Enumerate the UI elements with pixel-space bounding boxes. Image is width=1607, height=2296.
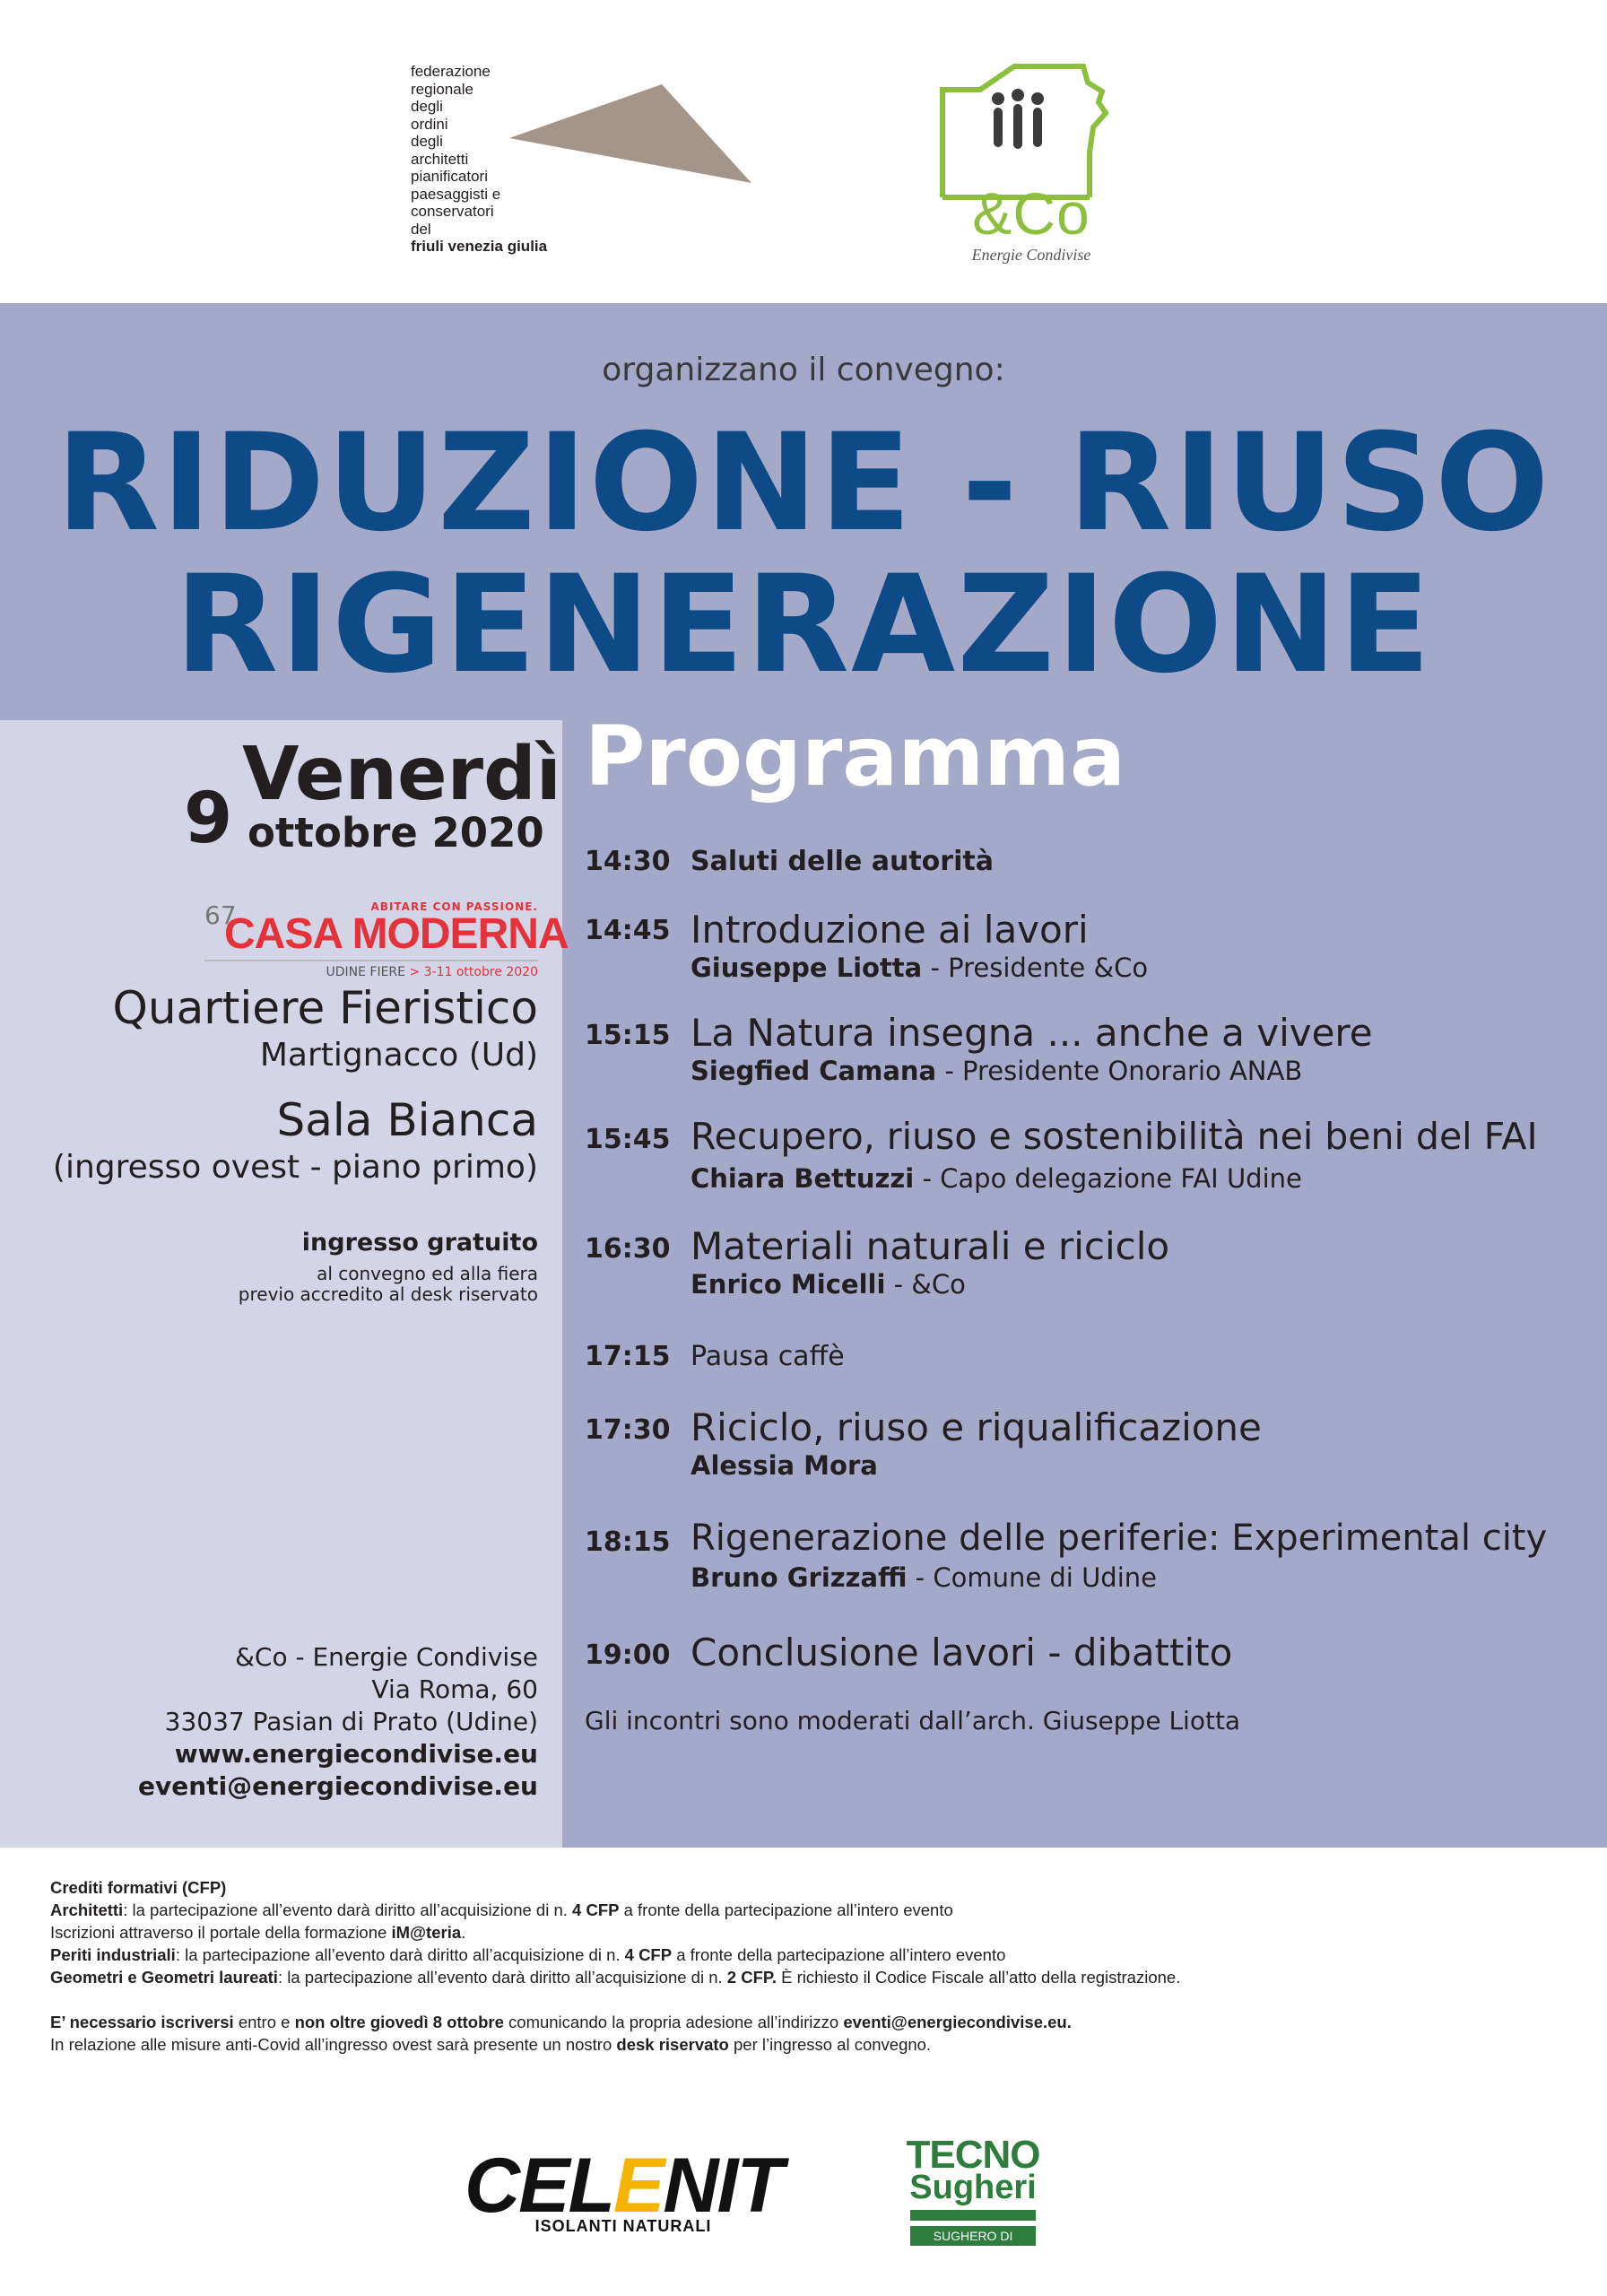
item-time: 14:30: [585, 846, 671, 877]
credits-registration: [50, 2011, 1180, 2033]
item-time: 15:15: [585, 1020, 671, 1051]
credits-periti-label: Periti industriali: [50, 1945, 176, 1964]
tecno-line-1: TECNO: [906, 2133, 1040, 2177]
federazione-shape-icon: [509, 84, 751, 183]
celenit-part-3: NIT: [663, 2143, 782, 2229]
speaker-name: Bruno Grizzaffi: [691, 1562, 908, 1593]
credits-iscrizioni: [50, 1921, 1180, 1944]
item-time: 17:15: [585, 1341, 671, 1372]
credits-arch-text-end: a fronte della partecipazione all’intero evento: [619, 1900, 953, 1919]
event-town: Martignacco (Ud): [259, 1037, 538, 1074]
credits-geom-text: : la partecipazione all’evento darà diritto all’acquisizione di n.: [277, 1968, 727, 1987]
casa-name: CASA MODERNA: [224, 910, 569, 958]
item-time: 14:45: [585, 915, 671, 946]
event-entry-note-1: al convegno ed alla fiera: [317, 1263, 538, 1284]
casa-venue: [326, 965, 538, 979]
credits-heading: Crediti formativi (CFP): [50, 1878, 227, 1897]
credits-reg-bold: E’ necessario iscriversi: [50, 2013, 234, 2031]
item-title: Saluti delle autorità: [691, 846, 994, 877]
credits-arch-cfp: 4 CFP: [572, 1900, 620, 1919]
fed-line: ordini: [411, 115, 448, 133]
casa-moderna-logo: [204, 897, 569, 987]
speaker-role: - Presidente Onorario ANAB: [936, 1056, 1303, 1086]
credits-portal: iM@teria: [391, 1923, 462, 1942]
fed-line: degli: [411, 98, 443, 115]
credits-reg-deadline: non oltre giovedì 8 ottobre: [294, 2013, 504, 2031]
address-website-link[interactable]: www.energiecondivise.eu: [174, 1739, 538, 1769]
speaker-name: Giuseppe Liotta: [691, 952, 923, 983]
casa-edition: 67: [204, 900, 237, 930]
speaker-name: Siegfied Camana: [691, 1056, 937, 1086]
item-speaker: [691, 952, 1148, 983]
casa-dates: > 3-11 ottobre 2020: [409, 965, 538, 979]
federazione-logo: [411, 63, 751, 260]
speaker-role: - Presidente &Co: [922, 952, 1149, 983]
fed-line: conservatori: [411, 203, 494, 220]
item-time: 17:30: [585, 1414, 671, 1446]
speaker-role: - Comune di Udine: [907, 1562, 1157, 1593]
andco-subtitle: Energie Condivise: [971, 246, 1091, 264]
credits-periti: [50, 1944, 1180, 1966]
item-speaker: [691, 1163, 1302, 1194]
event-day: 9: [184, 778, 233, 859]
item-time: 18:15: [585, 1526, 671, 1558]
celenit-part-1: CEL: [465, 2143, 614, 2229]
moderator-note: Gli incontri sono moderati dall’arch. Giuseppe Liotta: [585, 1706, 1241, 1735]
event-place: Quartiere Fieristico: [112, 982, 538, 1034]
item-title: Riciclo, riuso e riqualificazione: [691, 1405, 1262, 1449]
fed-line: federazione: [411, 63, 491, 80]
organizer-address: [138, 1641, 538, 1803]
credits-reg-text: entro e: [233, 2013, 295, 2031]
credits-covid-text-end: per l’ingresso al convegno.: [728, 2035, 932, 2054]
credits-periti-cfp: 4 CFP: [624, 1945, 673, 1964]
credits-reg-email-link[interactable]: eventi@energiecondivise.eu.: [843, 2013, 1072, 2031]
credits-reg-text-2: comunicando la propria adesione all’indirizzo: [503, 2013, 844, 2031]
speaker-name: Enrico Micelli: [691, 1269, 886, 1300]
casa-venue-label: UDINE FIERE: [326, 965, 405, 979]
address-street: Via Roma, 60: [371, 1674, 538, 1704]
item-title: Rigenerazione delle periferie: Experimental city: [691, 1518, 1548, 1559]
item-time: 16:30: [585, 1233, 671, 1265]
event-room: Sala Bianca: [276, 1094, 538, 1146]
title-line-2: RIGENERAZIONE: [174, 547, 1433, 703]
andco-name: &Co: [972, 180, 1090, 247]
item-title: Conclusione lavori - dibattito: [691, 1631, 1233, 1674]
credits-covid-desk: desk riservato: [616, 2035, 729, 2054]
andco-logo: [928, 63, 1134, 274]
tecnosugheri-logo: [906, 2133, 1040, 2263]
tecno-line-2: Sugheri: [909, 2169, 1037, 2206]
credits-architetti: [50, 1899, 1180, 1921]
speaker-role: - &Co: [885, 1269, 966, 1300]
event-entry-note-2: previo accredito al desk riservato: [238, 1283, 538, 1305]
credits-iscr-end: .: [461, 1923, 466, 1942]
item-title: Pausa caffè: [691, 1341, 845, 1372]
title-line-1: RIDUZIONE - RIUSO: [56, 405, 1551, 561]
item-time: 15:45: [585, 1124, 671, 1155]
fed-line: degli: [411, 133, 443, 150]
fed-line: architetti: [411, 150, 469, 168]
credits-periti-text-end: a fronte della partecipazione all’intero evento: [672, 1945, 1006, 1964]
item-speaker: [691, 1562, 1157, 1593]
credits-arch-text: : la partecipazione all’evento darà diritto all’acquisizione di n.: [123, 1900, 573, 1919]
credits-geom-label: Geometri e Geometri laureati: [50, 1968, 278, 1987]
fed-line: regionale: [411, 80, 473, 98]
credits-iscr-text: Iscrizioni attraverso il portale della formazione: [50, 1923, 392, 1942]
programme-heading: Programma: [585, 709, 1126, 804]
event-month-year: ottobre 2020: [248, 809, 544, 857]
fed-line: pianificatori: [411, 168, 488, 185]
item-title: Materiali naturali e riciclo: [691, 1224, 1170, 1268]
credits-geom-text-end: È richiesto il Codice Fiscale all’atto della registrazione.: [776, 1968, 1181, 1987]
fed-line: del: [411, 220, 431, 238]
item-title: Recupero, riuso e sostenibilità nei beni del FAI: [691, 1115, 1538, 1158]
credits-geom-cfp: 2 CFP.: [726, 1968, 777, 1987]
event-weekday: Venerdì: [242, 732, 561, 817]
speaker-name: Chiara Bettuzzi: [691, 1163, 915, 1194]
celenit-logo: [435, 2142, 812, 2240]
item-speaker: [691, 1450, 878, 1481]
item-speaker: [691, 1269, 966, 1300]
tecno-bar: [910, 2210, 1036, 2221]
casa-tagline: ABITARE CON PASSIONE.: [370, 900, 538, 913]
speaker-name: Alessia Mora: [691, 1450, 878, 1481]
credits-covid-text: In relazione alle misure anti-Covid all’ingresso ovest sarà presente un nostro: [50, 2035, 617, 2054]
address-org: &Co - Energie Condivise: [235, 1642, 538, 1672]
item-time: 19:00: [585, 1639, 671, 1671]
speaker-role: - Capo delegazione FAI Udine: [914, 1163, 1302, 1194]
event-room-note: (ingresso ovest - piano primo): [52, 1149, 538, 1186]
item-title: La Natura insegna ... anche a vivere: [691, 1011, 1373, 1055]
item-title: Introduzione ai lavori: [691, 908, 1089, 952]
tecno-tagline: SUGHERO DI QUALITA': [910, 2226, 1036, 2246]
fed-region: friuli venezia giulia: [411, 238, 548, 255]
address-email-link[interactable]: eventi@energiecondivise.eu: [138, 1771, 538, 1801]
credits-periti-text: : la partecipazione all’evento darà diritto all’acquisizione di n.: [175, 1945, 625, 1964]
credits-section: [50, 1876, 1180, 2056]
credits-covid: [50, 2033, 1180, 2056]
celenit-subtitle: ISOLANTI NATURALI: [534, 2217, 712, 2235]
credits-arch-label: Architetti: [50, 1900, 124, 1919]
item-speaker: [691, 1056, 1302, 1086]
address-city: 33037 Pasian di Prato (Udine): [164, 1707, 538, 1736]
intro-text: organizzano il convegno:: [602, 352, 1005, 388]
credits-geometri: [50, 1966, 1180, 1988]
fed-line: paesaggisti e: [411, 185, 501, 203]
event-entry: ingresso gratuito: [301, 1229, 538, 1257]
casa-divider: [204, 960, 538, 961]
celenit-part-2: E: [613, 2143, 664, 2229]
